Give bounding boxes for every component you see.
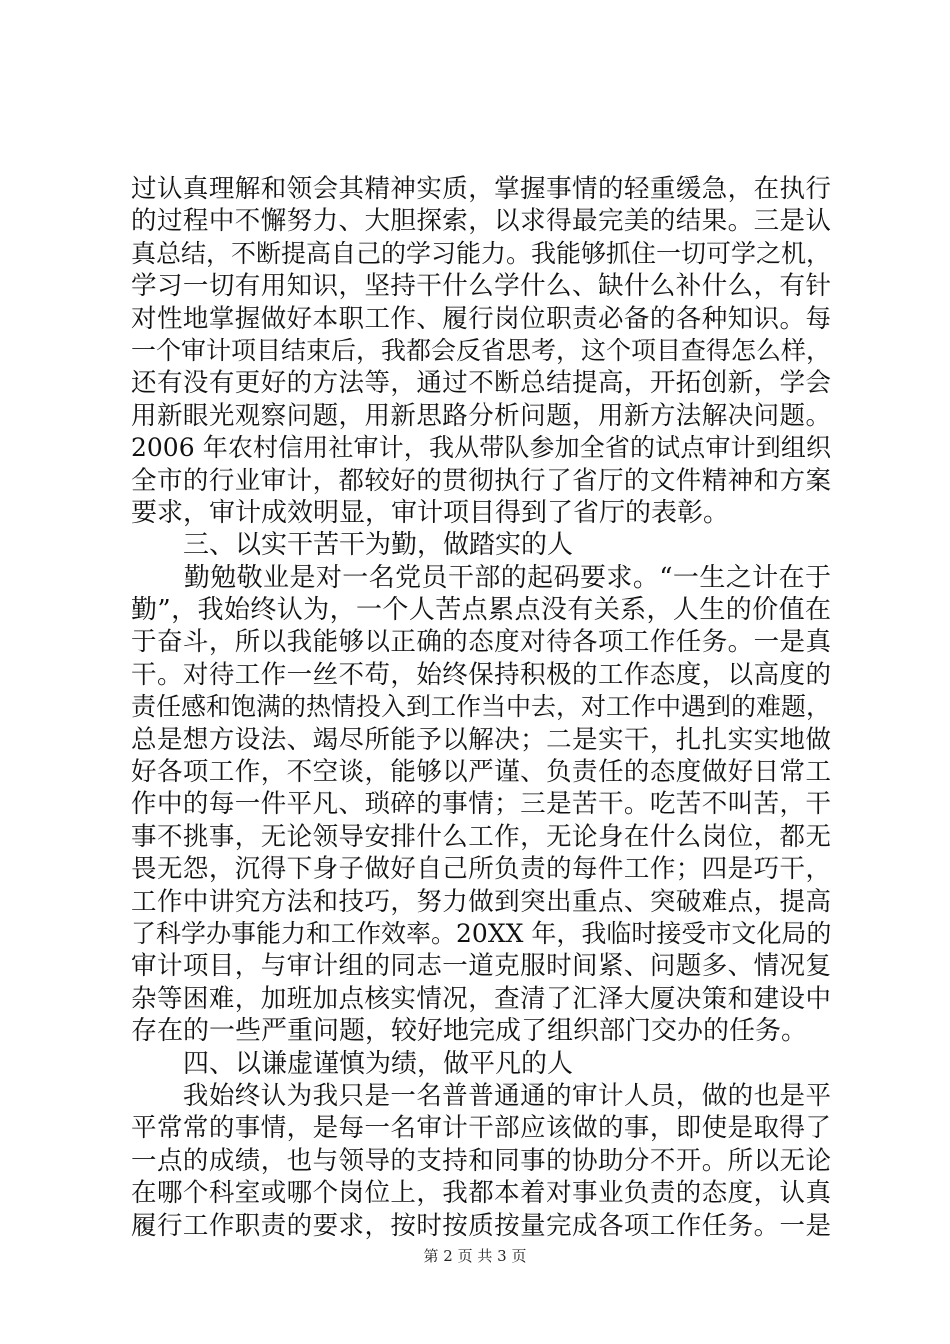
page-footer: 第 2 页 共 3 页: [423, 1247, 527, 1265]
text-line: 全市的行业审计，都较好的贯彻执行了省厅的文件精神和方案: [131, 465, 831, 496]
text-line: 好各项工作，不空谈，能够以严谨、负责任的态度做好日常工: [131, 757, 831, 788]
text-line: 总是想方设法、竭尽所能予以解决；二是实干，扎扎实实地做: [131, 724, 831, 755]
text-line: 勤”，我始终认为，一个人苦点累点没有关系，人生的价值在: [131, 595, 831, 626]
document-body: [131, 173, 831, 1242]
text-line: 在哪个科室或哪个岗位上，我都本着对事业负责的态度，认真: [131, 1178, 831, 1209]
text-line: 了科学办事能力和工作效率。20XX 年，我临时接受市文化局的: [131, 918, 831, 948]
section-heading: 三、以实干苦干为勤，做踏实的人: [131, 530, 574, 561]
text-line: 勤勉敬业是对一名党员干部的起码要求。“一生之计在于: [131, 562, 831, 593]
text-line: 2006 年农村信用社审计，我从带队参加全省的试点审计到组织: [131, 433, 831, 463]
text-line: 事不挑事，无论领导安排什么工作，无论身在什么岗位，都无: [131, 821, 831, 852]
text-line: 作中的每一件平凡、琐碎的事情；三是苦干。吃苦不叫苦，干: [131, 789, 831, 820]
text-line: 责任感和饱满的热情投入到工作当中去，对工作中遇到的难题，: [131, 692, 831, 722]
text-line: 要求，审计成效明显，审计项目得到了省厅的表彰。: [131, 497, 730, 528]
text-line: 用新眼光观察问题，用新思路分析问题，用新方法解决问题。: [131, 400, 831, 431]
text-line: 一点的成绩，也与领导的支持和同事的协助分不开。所以无论: [131, 1145, 831, 1176]
text-line: 我始终认为我只是一名普普通通的审计人员，做的也是平: [131, 1080, 831, 1111]
text-line: 工作中讲究方法和技巧，努力做到突出重点、突破难点，提高: [131, 886, 831, 917]
text-line: 畏无怨，沉得下身子做好自己所负责的每件工作；四是巧干，: [131, 854, 831, 885]
text-line: 对性地掌握做好本职工作、履行岗位职责必备的各种知识。每: [131, 303, 831, 334]
text-line: 干。对待工作一丝不苟，始终保持积极的工作态度，以高度的: [131, 659, 831, 690]
text-line: 学习一切有用知识，坚持干什么学什么、缺什么补什么，有针: [131, 271, 831, 302]
text-line: 的过程中不懈努力、大胆探索，以求得最完美的结果。三是认: [131, 206, 831, 237]
text-line: 过认真理解和领会其精神实质，掌握事情的轻重缓急，在执行: [131, 174, 831, 204]
text-line: 履行工作职责的要求，按时按质按量完成各项工作任务。一是: [131, 1210, 831, 1241]
text-line: 杂等困难，加班加点核实情况，查清了汇泽大厦决策和建设中: [131, 983, 831, 1014]
section-heading: 四、以谦虚谨慎为绩，做平凡的人: [131, 1048, 574, 1079]
text-line: 还有没有更好的方法等，通过不断总结提高，开拓创新，学会: [131, 368, 831, 399]
text-line: 审计项目，与审计组的同志一道克服时间紧、问题多、情况复: [131, 951, 831, 982]
text-line: 存在的一些严重问题，较好地完成了组织部门交办的任务。: [131, 1016, 808, 1047]
text-line: 真总结，不断提高自己的学习能力。我能够抓住一切可学之机，: [131, 238, 831, 268]
text-line: 平常常的事情，是每一名审计干部应该做的事，即使是取得了: [131, 1113, 831, 1144]
text-line: 于奋斗，所以我能够以正确的态度对待各项工作任务。一是真: [131, 627, 831, 658]
text-line: 一个审计项目结束后，我都会反省思考，这个项目查得怎么样，: [131, 335, 831, 365]
